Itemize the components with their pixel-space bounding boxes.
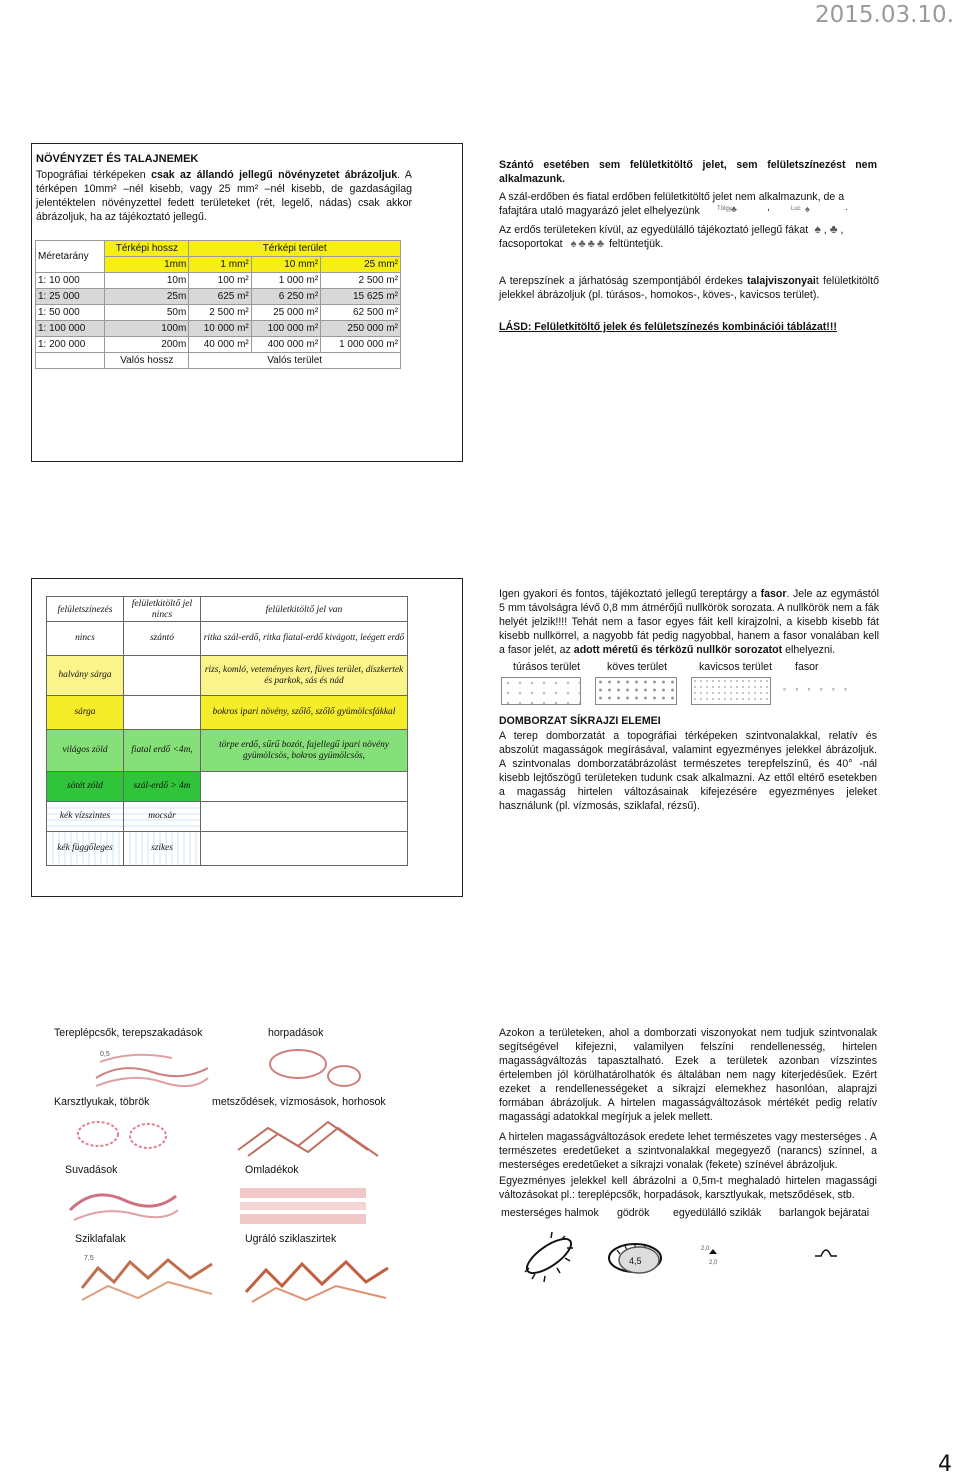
header-no-fill: felületkitöltő jel nincs xyxy=(124,597,201,622)
paragraph-irregularities: Azokon a területeken, ahol a domborzati viszonyokat nem tudjuk szintvonalak segítségével kifejezni, valamilyen felszíni rendellenesség, hirtelen magasságváltozás tapasztalható. Ezek a területek azonban vízszintes értelemben jól körülhatárolhatók és általában nem nagy kiterjedésűek. Ezért ezeket a rendellenességeket a síkrajzi elemekhez hasonlóan, alaprajzi formában ábrázoljuk. A hirtelen magasságváltozások mértékét pedig relatív magassági adatokkal megírjuk a jelek mellett. xyxy=(499,1027,877,1123)
mound-icon xyxy=(515,1224,585,1288)
slide-legend-table xyxy=(31,578,463,897)
label-koves: köves terület xyxy=(607,661,668,673)
cave-entrance-icon xyxy=(811,1242,841,1262)
height-number: 4,5 xyxy=(629,1256,642,1266)
paragraph-tree-row: Igen gyakori és fontos, tájékoztató jellegű tereptárgy a fasor. Jele az egymástól 5 mm távolságra lévő 0,8 mm átmérőjű nullkörök sorozata. A nullkörök nem a fák helyét jelzik!!!! Tehát nem a fasor egyes fáit kell kirajzolni, a kisebb kisebb fát kisebb nullkörrel, a nagyobb fát pedig nagyobbal, hanem a fasor vonalában kell a fasor jelét, az adott méretű és térközű nullkör sorozatot elhelyezni. xyxy=(499,588,879,656)
label-sziklafalak: Sziklafalak xyxy=(75,1233,126,1245)
turasos-pattern xyxy=(501,677,581,705)
header-coloring: felületszínezés xyxy=(47,597,124,622)
oak-symbol-label: Tölgy xyxy=(717,206,732,212)
boulder-icon xyxy=(615,1240,665,1280)
table-row: 1: 200 000 200m 40 000 m² 400 000 m² 1 000 000 m² xyxy=(36,337,401,353)
sub-cell: 25 mm² xyxy=(321,257,401,273)
label-suvadasok: Suvadások xyxy=(65,1164,118,1176)
fill-color-table xyxy=(46,596,408,866)
label-barlangok: barlangok bejáratai xyxy=(779,1207,870,1219)
tree-icon: ♣ xyxy=(731,204,737,214)
relief-paragraph: A terep domborzatát a topográfiai térképeken szintvonalakkal, relatív és abszolút magasságok megírásával, valamint egyezményes jelekkel ábrázoljuk. A szintvonalas domborzatábrázolást természetes terepfelszínű, és 40° -nál kisebb lejtőszögű területeken tudunk csak alkalmazni. Az ettől eltérő esetekben a magasság hirtelen változásainak kifejezésére egyezményes jeleket használunk (pl. vízmosás, sziklafal, rézsű). xyxy=(499,730,877,812)
landslide-illustration xyxy=(64,1180,184,1230)
table-row: kék vízszintes mocsár xyxy=(47,802,408,832)
tree-icon: ♣ xyxy=(829,222,838,236)
page-number: 4 xyxy=(938,1452,952,1477)
label-halmok: mesterséges halmok xyxy=(501,1207,599,1219)
table-row: kék függőleges szikes xyxy=(47,832,408,866)
slide-relief-text xyxy=(494,1013,926,1332)
single-tree-icon: ♠ xyxy=(811,222,821,236)
gully-illustration xyxy=(228,1110,388,1162)
label-omladekok: Omladékok xyxy=(245,1164,299,1176)
see-table-link[interactable]: LÁSD: Felületkitöltő jelek és felületszínezés kombinációi táblázat!!! xyxy=(499,321,837,333)
label-szirtek: Ugráló sziklaszirtek xyxy=(245,1233,337,1245)
tree-type-symbols: Tölgy ♣ , Luc ♠ . xyxy=(717,202,848,214)
label-karsztlyukak: Karsztlyukak, töbrök xyxy=(54,1096,150,1108)
table-row: 1: 25 000 25m 625 m² 6 250 m² 15 625 m² xyxy=(36,289,401,305)
label-metszodesek: metsződések, vízmosások, horhosok xyxy=(212,1096,386,1108)
height-number: 7,5 xyxy=(84,1255,94,1262)
table-row: sötét zöld szál-erdő > 4m xyxy=(47,772,408,802)
rockfall-illustration xyxy=(238,1180,368,1234)
depression-illustration xyxy=(252,1042,372,1094)
header-fill: felületkitöltő jel van xyxy=(201,597,408,622)
label-godrok: gödrök xyxy=(617,1207,650,1219)
scale-table xyxy=(35,240,401,369)
label-turasos: túrásos terület xyxy=(513,661,581,673)
sub-cell: 1mm xyxy=(105,257,189,273)
label-fasor: fasor xyxy=(795,661,819,673)
paragraph-arable: Szántó esetében sem felületkitöltő jelet, sem felületszínezést nem alkalmazunk. xyxy=(499,159,877,185)
slide-forest-symbols xyxy=(494,143,926,462)
crag-illustration xyxy=(242,1248,392,1308)
footer-length: Valós hossz xyxy=(105,353,189,369)
paragraph-soil: A terepszínek a járhatóság szempontjából érdekes talajviszonyait felületkitöltő jelekkel ábrázoljuk (pl. túrásos-, homokos-, köves-, kavicsos terület). xyxy=(499,275,879,301)
paragraph-origin: A hirtelen magasságváltozások eredete lehet természetes vagy mesterséges . A természetes eredetűeket a szintvonalakkal megegyező (narancs) színnel, a mesterséges eredetűeket a síkrajzi vonalak (fekete) színével ábrázoljuk. xyxy=(499,1131,877,1171)
tree-group-icon: ♠♣♣♣ xyxy=(565,238,607,250)
karst-illustration xyxy=(68,1112,178,1156)
label-sziklak: egyedülálló sziklák xyxy=(673,1207,762,1219)
table-row: 1: 100 000 100m 10 000 m² 100 000 m² 250 000 m² xyxy=(36,321,401,337)
sub-cell: 10 mm² xyxy=(251,257,320,273)
kavicsos-pattern xyxy=(691,677,771,705)
cliff-illustration xyxy=(78,1248,218,1308)
vegetation-paragraph: Topográfiai térképeken csak az állandó jellegű növényzetet ábrázoljuk. A térképen 10mm² –nél kisebb, vagy 25 mm² –nél kisebb, de gazdaságilag jelentéktelen növényzettel fedett területeket (rét, legelő, nádas) csak akkor ábrázoljuk, ha az tájékoztató jellegű. xyxy=(36,169,412,223)
height-number: 2,0 xyxy=(701,1246,710,1252)
rock-icon xyxy=(695,1240,735,1276)
label-horpadasok: horpadások xyxy=(268,1027,324,1039)
table-row: sárga bokros ipari növény, szőlő, szőlő gyümölcsfákkal xyxy=(47,696,408,730)
sub-cell: 1 mm² xyxy=(189,257,251,273)
height-number: 0,5 xyxy=(100,1051,110,1058)
slide-relief-examples xyxy=(31,1013,463,1332)
label-tereplepcsok: Tereplépcsők, terepszakadások xyxy=(54,1027,203,1039)
tree-icon: ♠ xyxy=(805,204,810,214)
slide-title: NÖVÉNYZET ÉS TALAJNEMEK xyxy=(36,153,199,165)
table-row: nincs szántó ritka szál-erdő, ritka fiatal-erdő kivágott, leégett erdő xyxy=(47,622,408,656)
height-number: 2,0 xyxy=(709,1260,718,1266)
slide-tree-rows-relief xyxy=(494,578,926,897)
slide-vegetation xyxy=(31,143,463,462)
table-row: halvány sárga rizs, komló, veteményes kert, füves terület, díszkertek és parkok, sás és nád xyxy=(47,656,408,696)
date-header: 2015.03.10. xyxy=(815,2,954,28)
header-length: Térképi hossz xyxy=(105,241,189,257)
footer-area: Valós terület xyxy=(189,353,401,369)
table-row: 1: 50 000 50m 2 500 m² 25 000 m² 62 500 m² xyxy=(36,305,401,321)
tree-row-symbol: °°°°°° xyxy=(783,687,857,696)
table-row: 1: 10 000 10m 100 m² 1 000 m² 2 500 m² xyxy=(36,273,401,289)
koves-pattern xyxy=(595,677,677,705)
paragraph-symbols: Egyezményes jelekkel kell ábrázolni a 0,5m-t meghaladó hirtelen magassági változásokat pl.: tereplépcsők, horpadások, karsztlyukak, metsződések, stb. xyxy=(499,1175,877,1201)
scale-corner: Méretarány xyxy=(36,241,105,273)
relief-title: DOMBORZAT SÍKRAJZI ELEMEI xyxy=(499,715,661,727)
paragraph-forest: A szál-erdőben és fiatal erdőben felületkitöltő jelet nem alkalmazunk, de a fafajtára utaló magyarázó jelet elhelyezünk xyxy=(499,191,845,217)
header-area: Térképi terület xyxy=(189,241,401,257)
paragraph-single-trees: Az erdős területeken kívül, az egyedülálló tájékoztató jellegű fákat ♠ , ♣ , facsoportokat ♠♣♣♣ feltüntetjük. xyxy=(499,222,844,250)
table-row: világos zöld fiatal erdő <4m, törpe erdő, sűrű bozót, fajellegű ipari növény gyümölcsös, bokros gyümölcsös, xyxy=(47,730,408,772)
label-kavicsos: kavicsos terület xyxy=(699,661,773,673)
terrace-illustration xyxy=(92,1042,212,1094)
spruce-symbol-label: Luc xyxy=(791,206,801,212)
